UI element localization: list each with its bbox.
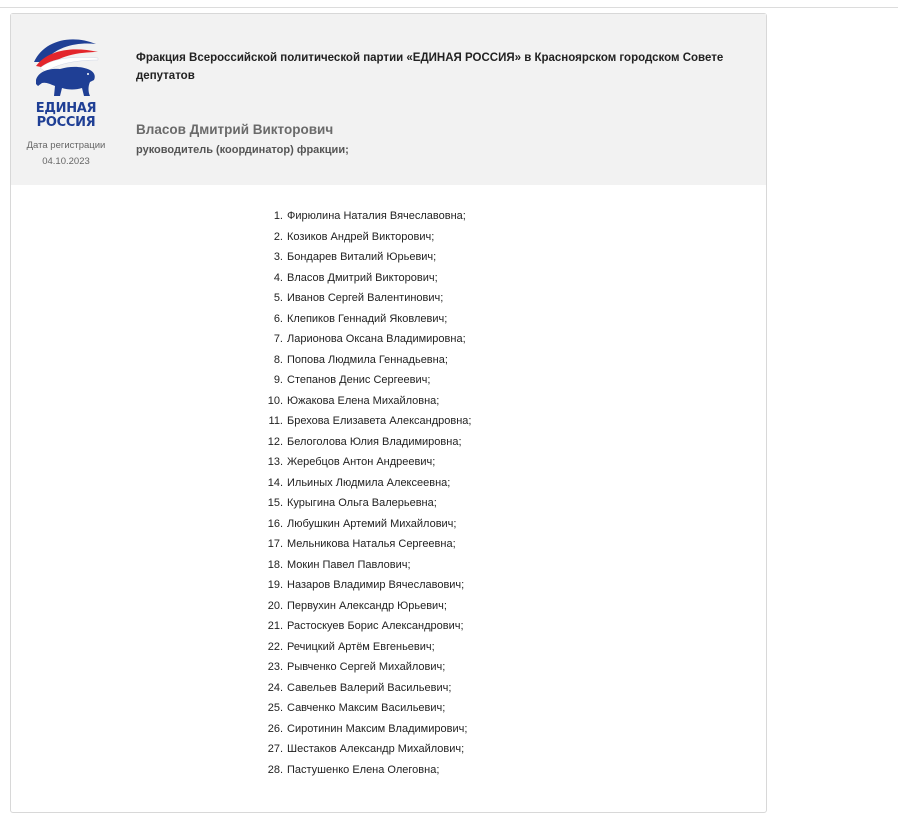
logo-text-line1: ЕДИНАЯ	[35, 101, 97, 116]
member-number: 7.	[273, 333, 283, 345]
top-divider	[0, 7, 898, 8]
member-name: Назаров Владимир Вячеславович;	[287, 579, 465, 591]
logo-text-line2: РОССИЯ	[36, 115, 96, 130]
member-list-item	[256, 575, 471, 596]
member-name: Любушкин Артемий Михайлович;	[287, 517, 457, 530]
member-name: Власов Дмитрий Викторович;	[287, 271, 438, 284]
member-list-item	[256, 719, 471, 740]
member-number: 26.	[267, 722, 283, 735]
member-list-item	[256, 329, 471, 350]
registration-date-label: Дата регистрации	[26, 140, 106, 151]
member-name: Рывченко Сергей Михайлович;	[287, 661, 446, 673]
member-name: Речицкий Артём Евгеньевич;	[287, 640, 435, 653]
member-number: 10.	[267, 394, 283, 407]
member-list-item	[256, 227, 471, 248]
member-list-item	[256, 760, 471, 781]
registration-date-value: 04.10.2023	[42, 156, 90, 167]
member-name: Степанов Денис Сергеевич;	[287, 374, 431, 386]
member-list-item	[256, 452, 471, 473]
member-number: 18.	[267, 558, 283, 571]
member-number: 6.	[273, 312, 283, 325]
member-list-item	[256, 698, 471, 719]
member-name: Белоголова Юлия Владимировна;	[287, 435, 462, 448]
member-list-item	[256, 411, 471, 432]
united-russia-logo	[26, 36, 106, 132]
member-number: 8.	[273, 353, 283, 366]
leader-role: руководитель (координатор) фракции;	[136, 144, 349, 156]
member-name: Ильиных Людмила Алексеевна;	[287, 476, 451, 489]
member-list-item	[256, 206, 471, 227]
member-list-item	[256, 657, 471, 678]
faction-card	[10, 13, 767, 813]
member-number: 11.	[268, 415, 283, 427]
member-number: 21.	[267, 620, 283, 632]
member-name: Савельев Валерий Васильевич;	[287, 681, 452, 694]
member-list-item	[256, 268, 471, 289]
member-list-item	[256, 555, 471, 576]
member-number: 5.	[273, 292, 283, 304]
member-name: Жеребцов Антон Андреевич;	[287, 456, 436, 468]
member-list-item	[256, 391, 471, 412]
member-number: 4.	[273, 271, 283, 284]
member-number: 24.	[267, 681, 283, 694]
member-number: 9.	[273, 374, 283, 386]
member-name: Козиков Андрей Викторович;	[287, 230, 435, 243]
member-list-item	[256, 432, 471, 453]
member-name: Клепиков Геннадий Яковлевич;	[287, 312, 448, 325]
member-name: Южакова Елена Михайловна;	[287, 394, 440, 407]
united-russia-bear-icon	[26, 36, 106, 100]
member-number: 13.	[267, 456, 283, 468]
member-number: 1.	[273, 210, 283, 222]
members-list	[256, 206, 471, 780]
member-number: 2.	[273, 230, 283, 243]
member-list-item	[256, 493, 471, 514]
member-list-item	[256, 596, 471, 617]
member-name: Курыгина Ольга Валерьевна;	[287, 497, 437, 509]
member-number: 17.	[267, 538, 283, 550]
leader-name: Власов Дмитрий Викторович	[136, 122, 334, 137]
member-list-item	[256, 350, 471, 371]
member-name: Сиротинин Максим Владимирович;	[287, 722, 468, 735]
member-number: 3.	[273, 251, 283, 263]
member-name: Растоскуев Борис Александрович;	[287, 620, 464, 632]
member-name: Пастушенко Елена Олеговна;	[287, 763, 440, 776]
member-number: 20.	[267, 599, 283, 612]
member-list-item	[256, 514, 471, 535]
faction-title: Фракция Всероссийской политической партии «ЕДИНАЯ РОССИЯ» в Красноярском городском Совете депутатов	[136, 52, 724, 82]
member-number: 12.	[267, 435, 283, 448]
member-name: Брехова Елизавета Александровна;	[287, 415, 472, 427]
member-number: 23.	[267, 661, 283, 673]
member-list-item	[256, 534, 471, 555]
member-name: Ларионова Оксана Владимировна;	[287, 333, 466, 345]
member-number: 19.	[267, 579, 283, 591]
member-list-item	[256, 473, 471, 494]
member-number: 28.	[267, 763, 283, 776]
member-name: Мокин Павел Павлович;	[287, 558, 411, 571]
member-list-item	[256, 288, 471, 309]
member-list-item	[256, 616, 471, 637]
member-list-item	[256, 678, 471, 699]
member-name: Бондарев Виталий Юрьевич;	[287, 251, 437, 263]
member-name: Фирюлина Наталия Вячеславовна;	[287, 210, 466, 222]
member-number: 27.	[267, 743, 283, 755]
member-name: Мельникова Наталья Сергеевна;	[287, 538, 456, 550]
member-name: Первухин Александр Юрьевич;	[287, 599, 447, 612]
member-number: 25.	[267, 702, 283, 714]
member-list-item	[256, 370, 471, 391]
faction-card-header	[11, 14, 766, 185]
member-number: 14.	[267, 476, 283, 489]
member-list-item	[256, 309, 471, 330]
member-name: Савченко Максим Васильевич;	[287, 702, 446, 714]
member-list-item	[256, 637, 471, 658]
member-name: Иванов Сергей Валентинович;	[287, 292, 444, 304]
member-number: 22.	[267, 640, 283, 653]
member-list-item	[256, 247, 471, 268]
member-list-item	[256, 739, 471, 760]
member-name: Шестаков Александр Михайлович;	[287, 743, 465, 755]
member-number: 16.	[267, 517, 283, 530]
member-number: 15.	[267, 497, 283, 509]
member-name: Попова Людмила Геннадьевна;	[287, 353, 448, 366]
